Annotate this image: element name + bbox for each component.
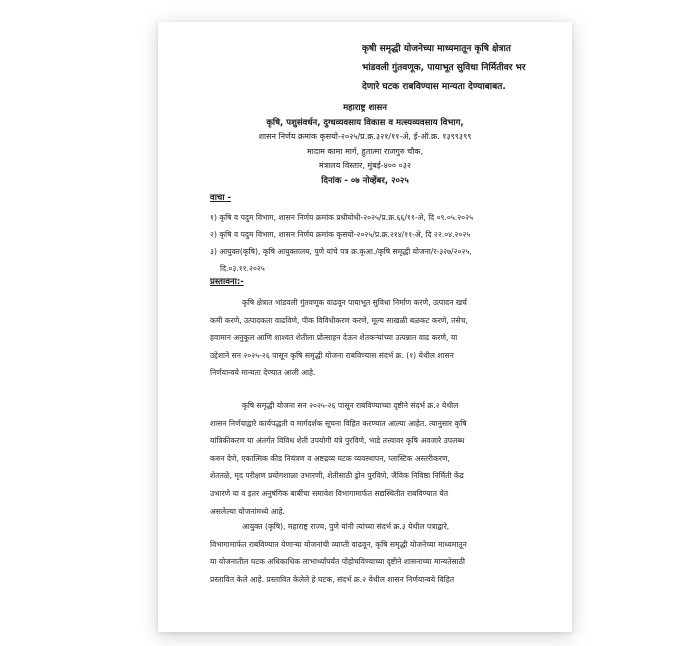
- paragraph-line: विभागामार्फत राबविण्यात येणाऱ्या योजनांची व्याप्ती वाढवून, कृषि समृद्धी योजनेच्या माध्यमातून: [210, 539, 467, 549]
- address-line-1: मादाम कामा मार्ग, हुतात्मा राजगुरु चौक,: [306, 146, 424, 156]
- paragraph-line: यांत्रिकीकरण या अंतर्गत विविध शेती उपयोगी यंत्रे पुरविणे, भाडे तत्त्वावर कृषि अवजारे उपलब्ध: [210, 436, 465, 446]
- reference-item: १) कृषि व पदुम विभाग, शासन निर्णय क्रमांक प्रधीयोधी-२०२५/प्र.क्र.६६/११-अे, दि ०९.०५.२०२५: [210, 213, 474, 222]
- paragraph-line: आयुक्त (कृषि), महाराष्ट्र राज्य, पुणे यांनी त्यांच्या संदर्भ क्र.३ येथील पत्राद्वारे,: [242, 522, 450, 531]
- subject-line: कृषी समृद्धी योजनेच्या माध्यमातून कृषि क्षेत्रात: [362, 44, 511, 54]
- address-line-2: मंत्रालय विस्तार, मुंबई-४०० ०३२: [318, 161, 412, 170]
- preamble-paragraph-3: [210, 518, 566, 588]
- paragraph-line: कृषि समृद्धी योजना सन २०२५-२६ पासून राबविण्याच्या दृष्टीने संदर्भ क्र.२ येथील: [242, 401, 459, 410]
- paragraph-line: प्रस्तावित केले आहे. प्रस्तावित केलेले हे घटक, संदर्भ क्र.२ येथील शासन निर्णयान्वये विहित: [210, 574, 455, 584]
- subject-line: देणारे घटक राबविण्यास मान्यता देण्याबाबत.: [362, 82, 506, 92]
- paragraph-line: कमी करणे, उत्पादकता वाढविणे, पीक विविधीकरण करणे, मूल्य साखळी बळकट करणे, तसेच,: [210, 315, 468, 325]
- order-date: दिनांक - ०७ नोव्हेंबर, २०२५: [321, 175, 409, 186]
- reference-item: २) कृषि व पदुम विभाग, शासन निर्णय क्रमांक कृसयो-२०२५/प्र.क्र.२१४/११-अे, दि २२.०४.२०२५: [210, 230, 471, 239]
- letterhead: [158, 101, 572, 188]
- subject-block: [362, 40, 562, 97]
- paragraph-line: शासन निर्णयाद्वारे कार्यपद्धती व मार्गदर्शक सूचना विहित करण्यात आल्या आहेत. त्यानुसार कृषि: [210, 418, 467, 428]
- preamble-paragraph-1: [210, 294, 566, 382]
- subject-line: भांडवली गुंतवणूक, पायाभूत सुविधा निर्मितीवर भर: [362, 63, 526, 73]
- paragraph-line: निर्णयान्वये मान्यता देण्यात आली आहे.: [210, 368, 316, 378]
- paragraph-line: उद्देशाने सन २०२५-२६ पासून कृषि समृद्धी योजना राबविण्यास संदर्भ क्र. (१) येथील शासन: [210, 350, 454, 360]
- references-list: [210, 209, 570, 277]
- paragraph-line: कृषि क्षेत्रात भांडवली गुंतवणूक वाढवून पायाभूत सुविधा निर्माण करणे, उत्पादन खर्च: [242, 298, 467, 307]
- reference-item-continuation: दि.०३.११.२०२५: [220, 264, 265, 273]
- government-name: महाराष्ट्र शासन: [343, 103, 387, 113]
- paragraph-line: उभारणे या व इतर अनुषंगिक बाबींचा समावेश विभागामार्फत सद्यस्थितीत राबविण्यात येत: [210, 488, 449, 498]
- document-page: [158, 22, 572, 632]
- references-heading: वाचा -: [210, 193, 232, 203]
- paragraph-line: असलेल्या योजनांमध्ये आहे.: [210, 506, 285, 516]
- department-name: कृषि, पशुसंवर्धन, दुग्धव्यवसाय विकास व मत्स्यव्यवसाय विभाग,: [266, 117, 464, 128]
- paragraph-line: या योजनातील घटक अधिकाधिक लाभार्थ्यांपर्यंत पोहोचविण्याच्या दृष्टीने शासनाच्या मान्यतेसाठी: [210, 557, 466, 567]
- paragraph-line: करुन देणे, एकात्मिक कीड नियंत्रण व अष्टद्रव्य घटक व्यवस्थापन, प्लास्टिक अस्तरीकरण,: [210, 453, 450, 463]
- preamble-heading: प्रस्तावना:-: [210, 277, 244, 287]
- paragraph-line: शेततळे, मृद परीक्षण प्रयोगशाळा उभारणी, शेतीसाठी ड्रोन पुरविणे, जैविक निविष्ठा निर्मिती केंद्र: [210, 471, 464, 481]
- reference-item: ३) आयुक्त(कृषि), कृषि आयुक्तालय, पुणे यांचे पत्र क्र.कृआ./कृषि समृद्धी योजना/र-३२७/२०२५,: [210, 247, 472, 256]
- gr-number: शासन निर्णय क्रमांक कृसयो-२०२५/प्र.क्र.३२१/११-अे, ई-ऑ.क्र. १३९९३९९: [258, 132, 472, 141]
- preamble-paragraph-2: [210, 397, 566, 520]
- paragraph-line: हवामान अनुकूल आणि शाश्वत शेतीला प्रोत्साहन देऊन शेतकऱ्यांच्या उत्पन्नात वाढ करणे, या: [210, 333, 458, 343]
